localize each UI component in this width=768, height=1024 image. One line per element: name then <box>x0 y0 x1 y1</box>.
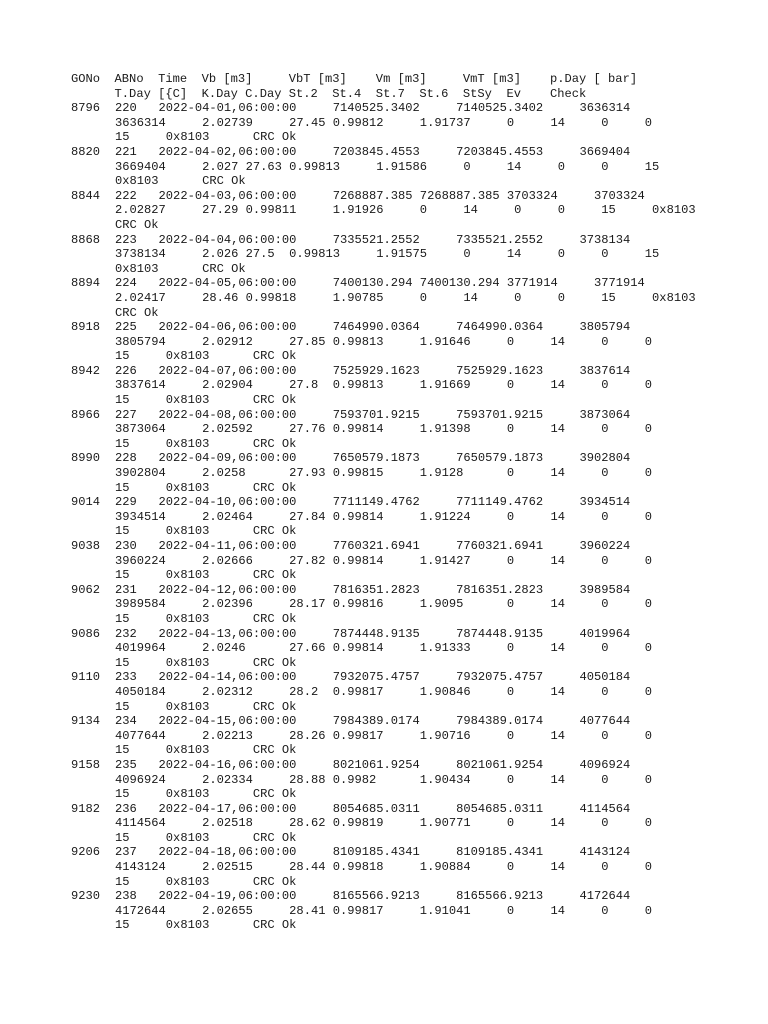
record-body <box>115 276 731 320</box>
record-line: 236 2022-04-17,06:00:00 8054685.0311 8054685.0311 4114564 <box>115 801 631 816</box>
log-record <box>71 670 731 714</box>
record-gono: 8868 <box>71 232 101 247</box>
log-record <box>71 145 731 189</box>
record-body <box>115 364 731 408</box>
record-line: 0x8103 CRC Ok <box>115 261 246 276</box>
record-line: 3837614 2.02904 27.8 0.99813 1.91669 0 14 0 0 <box>115 378 653 393</box>
log-record <box>71 889 731 933</box>
record-line: 238 2022-04-19,06:00:00 8165566.9213 8165566.9213 4172644 <box>115 889 631 904</box>
record-list <box>71 101 731 933</box>
record-body <box>115 583 731 627</box>
record-gono: 8844 <box>71 188 101 203</box>
record-line: 4143124 2.02515 28.44 0.99818 1.90884 0 14 0 0 <box>115 860 653 875</box>
record-line: 4050184 2.02312 28.2 0.99817 1.90846 0 14 0 0 <box>115 684 653 699</box>
log-record <box>71 495 731 539</box>
record-gono: 9158 <box>71 757 101 772</box>
log-record <box>71 320 731 364</box>
record-line: 222 2022-04-03,06:00:00 7268887.385 7268887.385 3703324 3703324 <box>115 188 645 203</box>
record-body <box>115 233 731 277</box>
log-record <box>71 845 731 889</box>
record-line: 221 2022-04-02,06:00:00 7203845.4553 7203845.4553 3669404 <box>115 144 631 159</box>
record-body <box>115 627 731 671</box>
record-gono: 9062 <box>71 582 101 597</box>
log-record <box>71 451 731 495</box>
record-gono: 9038 <box>71 539 101 553</box>
record-gono: 8990 <box>71 451 101 466</box>
log-record <box>71 583 731 627</box>
column-header <box>71 72 731 101</box>
record-line: 3805794 2.02912 27.85 0.99813 1.91646 0 14 0 0 <box>115 334 653 349</box>
record-gono: 8918 <box>71 320 101 335</box>
record-body <box>115 802 731 846</box>
record-line: 15 0x8103 CRC Ok <box>115 349 297 364</box>
record-line: 15 0x8103 CRC Ok <box>115 655 297 670</box>
record-gono: 9206 <box>71 845 101 860</box>
record-gono: 8796 <box>71 101 101 116</box>
record-line: 0x8103 CRC Ok <box>115 174 246 189</box>
record-line: 3960224 2.02666 27.82 0.99814 1.91427 0 14 0 0 <box>115 553 653 568</box>
record-line: 15 0x8103 CRC Ok <box>115 918 297 933</box>
record-gono: 9182 <box>71 801 101 816</box>
record-line: 227 2022-04-08,06:00:00 7593701.9215 7593701.9215 3873064 <box>115 407 631 422</box>
record-line: 15 0x8103 CRC Ok <box>115 480 297 495</box>
record-line: 220 2022-04-01,06:00:00 7140525.3402 7140525.3402 3636314 <box>115 101 631 116</box>
record-gono: 9014 <box>71 495 101 510</box>
log-record <box>71 364 731 408</box>
record-line: 15 0x8103 CRC Ok <box>115 436 297 451</box>
record-body <box>115 101 731 145</box>
log-record <box>71 408 731 452</box>
record-body <box>115 758 731 802</box>
record-line: 15 0x8103 CRC Ok <box>115 874 297 889</box>
log-record <box>71 758 731 802</box>
record-gono: 9110 <box>71 670 101 685</box>
record-line: 235 2022-04-16,06:00:00 8021061.9254 8021061.9254 4096924 <box>115 757 631 772</box>
record-line: 228 2022-04-09,06:00:00 7650579.1873 7650579.1873 3902804 <box>115 451 631 466</box>
record-gono: 9134 <box>71 714 101 729</box>
record-line: 224 2022-04-05,06:00:00 7400130.294 7400130.294 3771914 3771914 <box>115 276 645 291</box>
record-line: 3902804 2.0258 27.93 0.99815 1.9128 0 14 0 0 <box>115 466 653 481</box>
log-record <box>71 101 731 145</box>
record-line: 226 2022-04-07,06:00:00 7525929.1623 7525929.1623 3837614 <box>115 363 631 378</box>
record-line: 225 2022-04-06,06:00:00 7464990.0364 7464990.0364 3805794 <box>115 320 631 335</box>
log-record <box>71 802 731 846</box>
record-body <box>115 320 731 364</box>
record-gono: 8942 <box>71 363 101 378</box>
log-record <box>71 233 731 277</box>
log-record <box>71 714 731 758</box>
record-gono: 9230 <box>71 889 101 904</box>
record-body <box>115 145 731 189</box>
record-line: 15 0x8103 CRC Ok <box>115 830 297 845</box>
record-line: 232 2022-04-13,06:00:00 7874448.9135 7874448.9135 4019964 <box>115 626 631 641</box>
record-line: 15 0x8103 CRC Ok <box>115 393 297 408</box>
log-record <box>71 276 731 320</box>
record-line: 3669404 2.027 27.63 0.99813 1.91586 0 14 0 0 15 <box>115 159 660 174</box>
record-line: 15 0x8103 CRC Ok <box>115 568 297 583</box>
record-body <box>115 408 731 452</box>
record-body <box>115 714 731 758</box>
record-line: 15 0x8103 CRC Ok <box>115 743 297 758</box>
record-line: 4114564 2.02518 28.62 0.99819 1.90771 0 14 0 0 <box>115 816 653 831</box>
record-line: CRC Ok <box>115 217 159 232</box>
record-line: 231 2022-04-12,06:00:00 7816351.2823 7816351.2823 3989584 <box>115 582 631 597</box>
record-line: 3873064 2.02592 27.76 0.99814 1.91398 0 14 0 0 <box>115 422 653 437</box>
record-line: 2.02827 27.29 0.99811 1.91926 0 14 0 0 15 0x8103 <box>115 203 696 218</box>
record-line: 4077644 2.02213 28.26 0.99817 1.90716 0 14 0 0 <box>115 728 653 743</box>
record-line: 233 2022-04-14,06:00:00 7932075.4757 7932075.4757 4050184 <box>115 670 631 685</box>
record-line: 3989584 2.02396 28.17 0.99816 1.9095 0 14 0 0 <box>115 597 653 612</box>
record-line: 230 2022-04-11,06:00:00 7760321.6941 7760321.6941 3960224 <box>115 539 631 553</box>
record-line: 3934514 2.02464 27.84 0.99814 1.91224 0 14 0 0 <box>115 509 653 524</box>
record-line: 2.02417 28.46 0.99818 1.90785 0 14 0 0 15 0x8103 <box>115 290 696 305</box>
record-line: 4019964 2.0246 27.66 0.99814 1.91333 0 14 0 0 <box>115 641 653 656</box>
record-line: 229 2022-04-10,06:00:00 7711149.4762 7711149.4762 3934514 <box>115 495 631 510</box>
record-line: 15 0x8103 CRC Ok <box>115 524 297 539</box>
meter-log <box>71 72 731 933</box>
record-gono: 8894 <box>71 276 101 291</box>
record-body <box>115 495 731 539</box>
record-body <box>115 451 731 495</box>
record-line: 234 2022-04-15,06:00:00 7984389.0174 7984389.0174 4077644 <box>115 714 631 729</box>
record-body <box>115 189 731 233</box>
header-line-2: T.Day [{C] K.Day C.Day St.2 St.4 St.7 St.6 StSy Ev Check <box>71 86 587 101</box>
header-line-1: GONo ABNo Time Vb [m3] VbT [m3] Vm [m3] VmT [m3] p.Day [ bar] <box>71 72 638 86</box>
record-gono: 9086 <box>71 626 101 641</box>
record-line: 15 0x8103 CRC Ok <box>115 130 297 145</box>
record-line: 3636314 2.02739 27.45 0.99812 1.91737 0 14 0 0 <box>115 115 653 130</box>
log-record <box>71 189 731 233</box>
record-body <box>115 670 731 714</box>
record-body <box>115 845 731 889</box>
record-line: CRC Ok <box>115 305 159 320</box>
record-line: 15 0x8103 CRC Ok <box>115 699 297 714</box>
record-line: 4096924 2.02334 28.88 0.9982 1.90434 0 14 0 0 <box>115 772 653 787</box>
record-line: 4172644 2.02655 28.41 0.99817 1.91041 0 14 0 0 <box>115 903 653 918</box>
log-record <box>71 539 731 583</box>
record-gono: 8820 <box>71 144 101 159</box>
record-body <box>115 539 731 583</box>
record-line: 237 2022-04-18,06:00:00 8109185.4341 8109185.4341 4143124 <box>115 845 631 860</box>
log-record <box>71 627 731 671</box>
record-line: 15 0x8103 CRC Ok <box>115 611 297 626</box>
record-line: 223 2022-04-04,06:00:00 7335521.2552 7335521.2552 3738134 <box>115 232 631 247</box>
record-line: 3738134 2.026 27.5 0.99813 1.91575 0 14 0 0 15 <box>115 247 660 262</box>
record-body <box>115 889 731 933</box>
record-gono: 8966 <box>71 407 101 422</box>
record-line: 15 0x8103 CRC Ok <box>115 787 297 802</box>
